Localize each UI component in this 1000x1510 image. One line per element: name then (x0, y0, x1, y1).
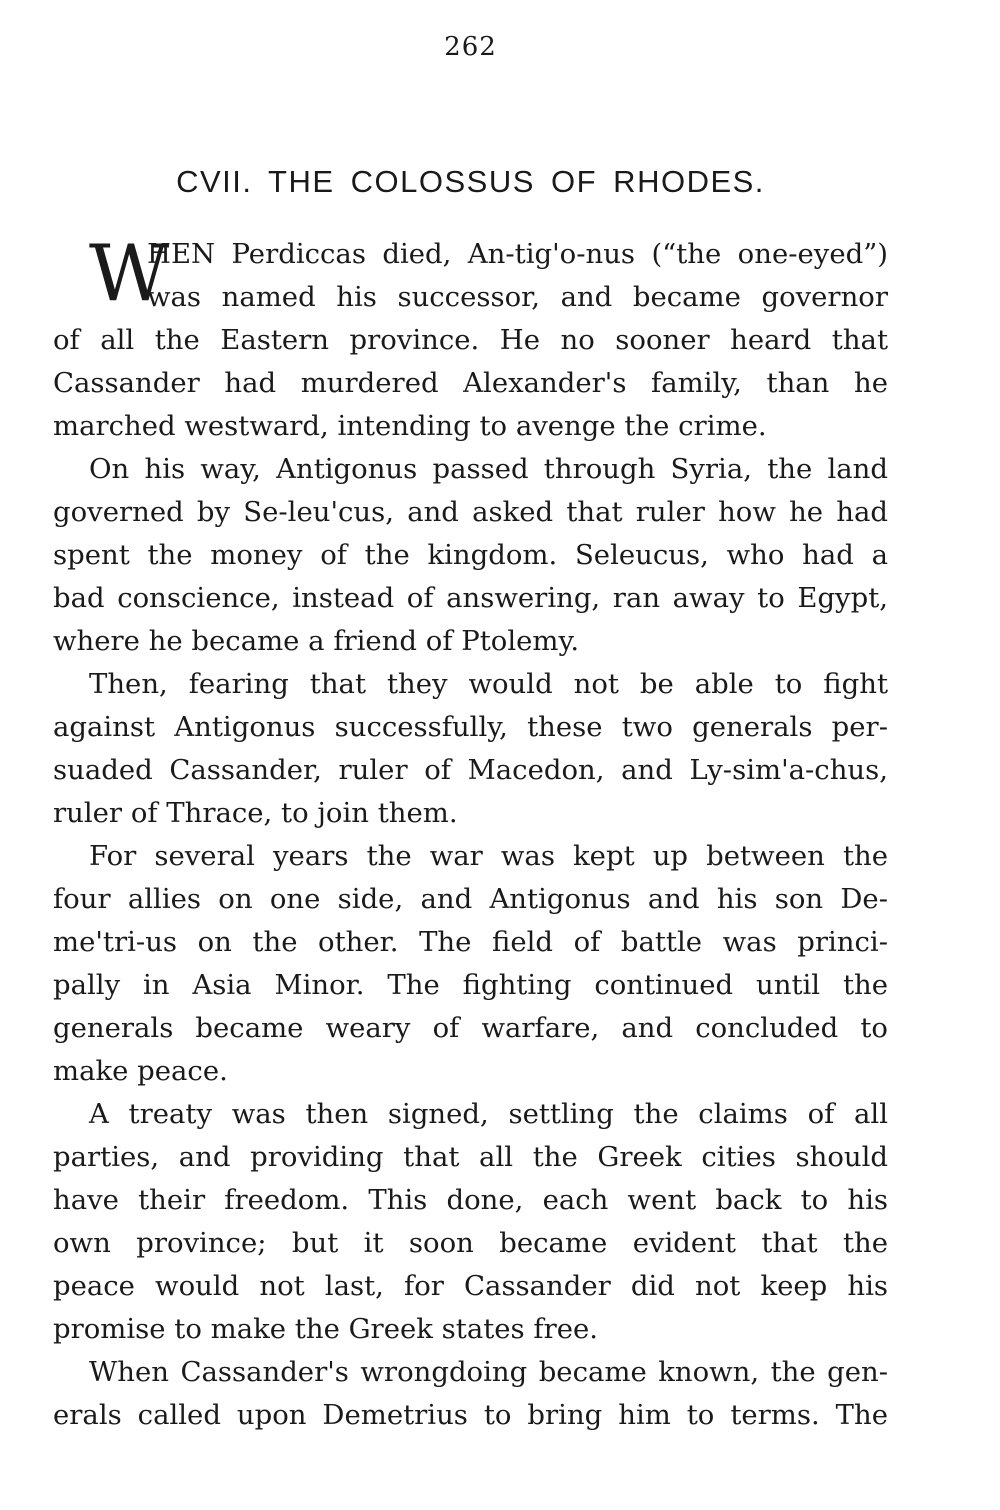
text-line: For several years the war was kept up between the (89, 840, 888, 872)
chapter-title: CVII. THE COLOSSUS OF RHODES. (176, 164, 765, 199)
paragraph-5 (53, 1093, 888, 1351)
text-line: generals became weary of warfare, and concluded to (53, 1012, 888, 1044)
text-line: On his way, Antigonus passed through Syria, the land (89, 453, 888, 485)
text-line: When Cassander's wrongdoing became known, the gen- (89, 1356, 888, 1388)
text-line: bad conscience, instead of answering, ran away to Egypt, (53, 582, 888, 614)
text-line: A treaty was then signed, settling the claims of all (89, 1098, 888, 1130)
text-line: suaded Cassander, ruler of Macedon, and Ly-sim'a-chus, (53, 754, 888, 786)
paragraph-1 (53, 229, 888, 448)
paragraph-2 (53, 448, 888, 663)
text-line: own province; but it soon became evident that the (53, 1227, 888, 1259)
book-page (53, 0, 888, 1510)
text-line: spent the money of the kingdom. Seleucus, who had a (53, 539, 888, 571)
text-line: have their freedom. This done, each went back to his (53, 1184, 888, 1216)
page-number: 262 (444, 32, 497, 62)
text-line: pally in Asia Minor. The fighting continued until the (53, 969, 888, 1001)
text-line: four allies on one side, and Antigonus and his son De- (53, 883, 888, 915)
text-line: was named his successor, and became governor (147, 281, 888, 313)
text-line: make peace. (53, 1055, 228, 1087)
text-line: of all the Eastern province. He no sooner heard that (53, 324, 888, 356)
text-line: HEN Perdiccas died, An-tig'o-nus (“the one-eyed”) (147, 238, 888, 270)
body-text (53, 229, 888, 1437)
text-line: where he became a friend of Ptolemy. (53, 625, 580, 657)
text-line: against Antigonus successfully, these two generals per- (53, 711, 888, 743)
text-line: Cassander had murdered Alexander's family, than he (53, 367, 888, 399)
text-line: parties, and providing that all the Greek cities should (53, 1141, 888, 1173)
paragraph-4 (53, 835, 888, 1093)
paragraph-6 (53, 1351, 888, 1437)
paragraph-3 (53, 663, 888, 835)
text-line: me'tri-us on the other. The field of battle was princi- (53, 926, 888, 958)
text-line: peace would not last, for Cassander did not keep his (53, 1270, 888, 1302)
text-line: governed by Se-leu'cus, and asked that ruler how he had (53, 496, 888, 528)
text-line: ruler of Thrace, to join them. (53, 797, 458, 829)
text-line: marched westward, intending to avenge the crime. (53, 410, 767, 442)
text-line: erals called upon Demetrius to bring him to terms. The (53, 1399, 888, 1431)
text-line: Then, fearing that they would not be able to fight (89, 668, 888, 700)
text-line: promise to make the Greek states free. (53, 1313, 599, 1345)
drop-cap: W (89, 229, 170, 319)
